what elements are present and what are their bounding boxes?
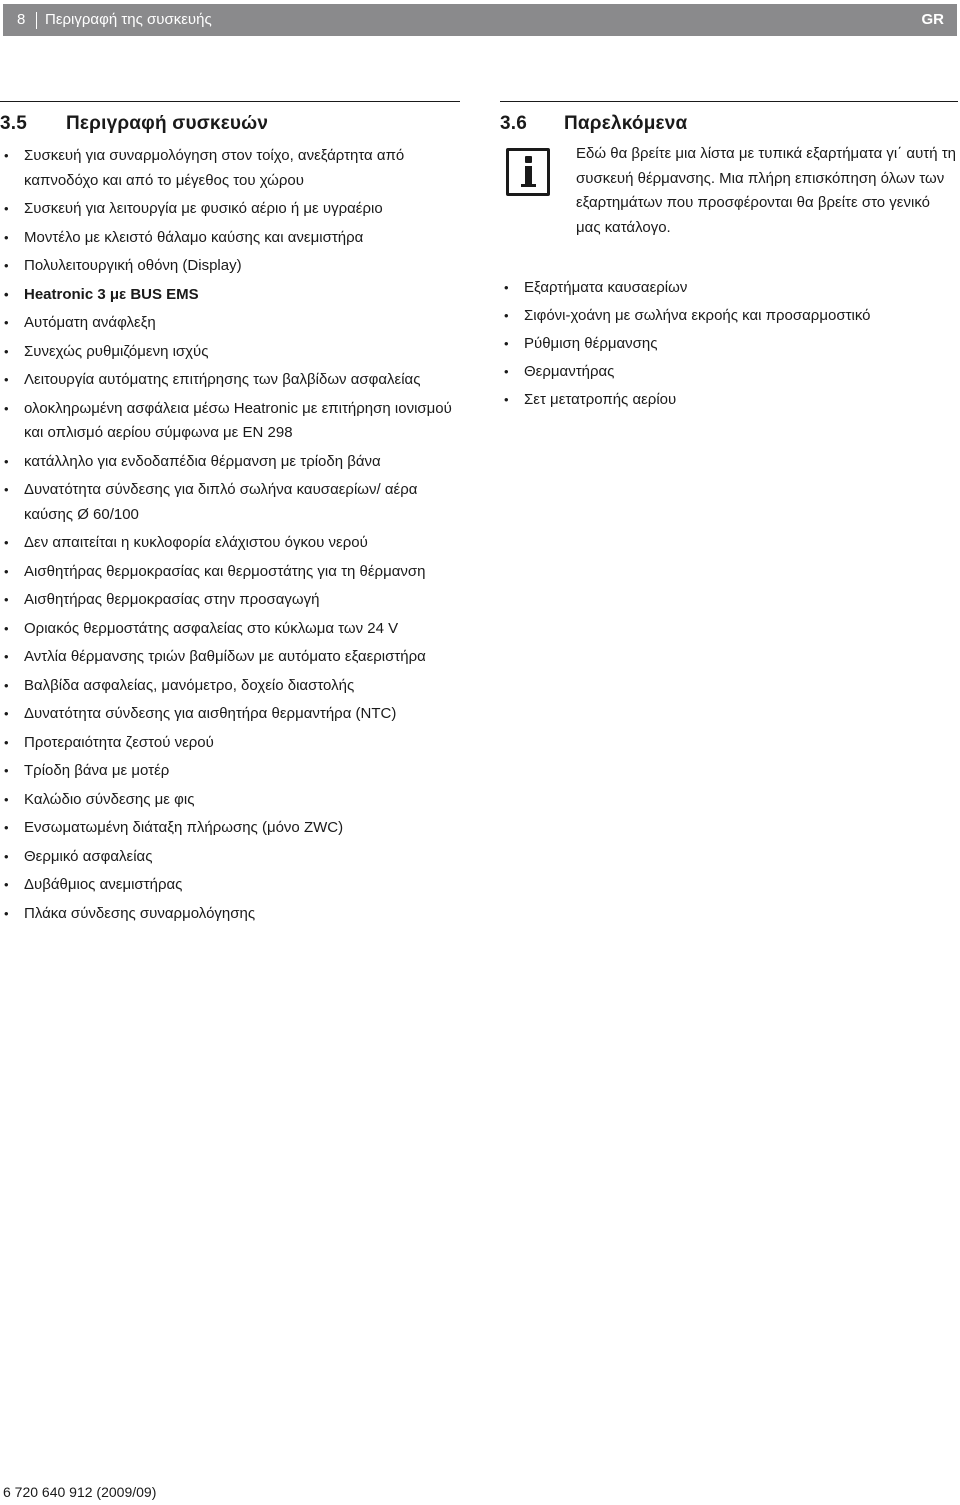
list-item: • Καλώδιο σύνδεσης με φις [0,788,460,813]
list-item: • Πολυλειτουργική οθόνη (Display) [0,254,460,279]
header-title: Περιγραφή της συσκευής [45,11,212,28]
info-note-text: Εδώ θα βρείτε μια λίστα με τυπικά εξαρτήματα γι΄ αυτή τη συσκευή θέρμανσης. Μια πλήρη επισκόπηση όλων των εξαρτημάτων που προσφέρονται θα βρείτε στο γενικό μας κατάλογο. [576,145,956,236]
section-title: Περιγραφή συσκευών [66,113,269,134]
list-item: • Συσκευή για λειτουργία με φυσικό αέριο ή με υγραέριο [0,197,460,222]
list-item: • Δεν απαιτείται η κυκλοφορία ελάχιστου όγκου νερού [0,531,460,556]
list-item: • Μοντέλο με κλειστό θάλαμο καύσης και ανεμιστήρα [0,226,460,251]
document-code: 6 720 640 912 (2009/09) [3,1484,157,1500]
language-code: GR [921,11,944,28]
section-heading [500,102,960,144]
section-device-description [0,101,460,930]
page-number: 8 [17,11,26,28]
page-header [3,4,957,36]
list-item: • Δυνατότητα σύνδεσης για διπλό σωλήνα καυσαερίων/ αέρα καύσης Ø 60/100 [0,478,460,527]
list-item: • Λειτουργία αυτόματης επιτήρησης των βαλβίδων ασφαλείας [0,368,460,393]
list-item: • Δυβάθμιος ανεμιστήρας [0,873,460,898]
list-item: • Προτεραιότητα ζεστού νερού [0,731,460,756]
list-item: • Συνεχώς ρυθμιζόμενη ισχύς [0,340,460,365]
accessory-list [500,276,960,413]
list-item: • ολοκληρωμένη ασφάλεια μέσω Heatronic με επιτήρηση ιονισμού και οπλισμό αερίου σύμφωνα με EN 298 [0,397,460,446]
list-item: • Ρύθμιση θέρμανσης [500,332,960,357]
list-item: • κατάλληλο για ενδοδαπέδια θέρμανση με τρίοδη βάνα [0,450,460,475]
info-note [500,144,960,276]
section-heading [0,102,460,144]
list-item: • Θερμαντήρας [500,360,960,385]
feature-list [0,144,460,926]
list-item: • Αυτόματη ανάφλεξη [0,311,460,336]
list-item: • Οριακός θερμοστάτης ασφαλείας στο κύκλωμα των 24 V [0,617,460,642]
list-item: • Εξαρτήματα καυσαερίων [500,276,960,301]
info-icon [506,148,550,196]
list-item: • Δυνατότητα σύνδεσης για αισθητήρα θερμαντήρα (NTC) [0,702,460,727]
list-item: • Αντλία θέρμανσης τριών βαθμίδων με αυτόματο εξαεριστήρα [0,645,460,670]
list-item: • Heatronic 3 με BUS EMS [0,283,460,308]
list-item: • Αισθητήρας θερμοκρασίας στην προσαγωγή [0,588,460,613]
list-item: • Σιφόνι-χοάνη με σωλήνα εκροής και προσαρμοστικό [500,304,960,329]
section-accessories [500,101,960,416]
list-item: • Σετ μετατροπής αερίου [500,388,960,413]
list-item: • Συσκευή για συναρμολόγηση στον τοίχο, ανεξάρτητα από καπνοδόχο και από το μέγεθος του χώρου [0,144,460,193]
section-number: 3.5 [0,113,28,134]
section-title: Παρελκόμενα [564,113,688,134]
section-number: 3.6 [500,113,528,134]
header-separator [36,12,37,29]
list-item: • Θερμικό ασφαλείας [0,845,460,870]
list-item: • Πλάκα σύνδεσης συναρμολόγησης [0,902,460,927]
list-item: • Τρίοδη βάνα με μοτέρ [0,759,460,784]
list-item: • Ενσωματωμένη διάταξη πλήρωσης (μόνο ZWC) [0,816,460,841]
list-item: • Βαλβίδα ασφαλείας, μανόμετρο, δοχείο διαστολής [0,674,460,699]
list-item: • Αισθητήρας θερμοκρασίας και θερμοστάτης για τη θέρμανση [0,560,460,585]
